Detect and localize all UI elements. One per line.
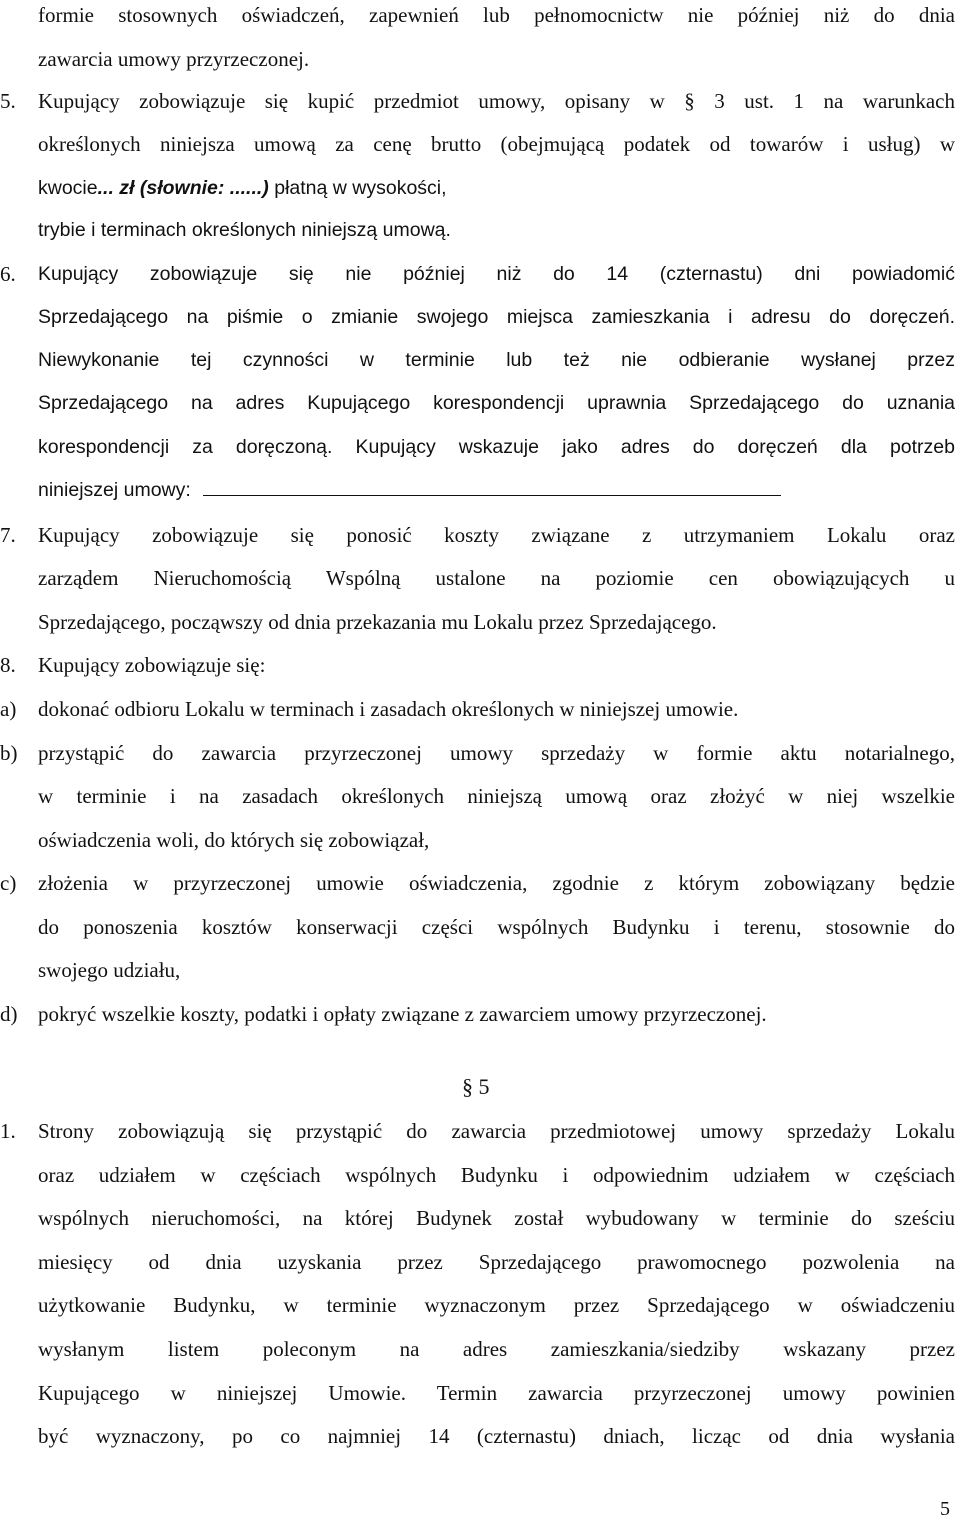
paragraph-text: Kupujący zobowiązuje się nie później niż do 14 (czternastu) dni powiadomić [38,263,955,285]
item-number: 1. [0,1119,16,1143]
paragraph-text: Sprzedającego na piśmie o zmianie swojego miejsca zamieszkania i adresu do doręczeń. [38,306,955,328]
item-number: 6. [0,262,16,286]
paragraph-text: dokonać odbioru Lokalu w terminach i zasadach określonych w niniejszej umowie. [38,697,739,721]
text-line [0,520,955,550]
paragraph-text: Niewykonanie tej czynności w terminie lub też nie odbieranie wysłanej przez [38,349,955,371]
text-line [0,1160,955,1190]
item-letter: d) [0,1002,18,1026]
paragraph-text: miesięcy od dnia uzyskania przez Sprzedającego prawomocnego pozwolenia na [38,1250,955,1274]
paragraph-text: zawarcia umowy przyrzeczonej. [38,47,310,71]
paragraph-text: określonych niniejsza umową za cenę brutto (obejmującą podatek od towarów i usług) w [38,132,955,156]
paragraph-text: wspólnych nieruchomości, na której Budynek został wybudowany w terminie do sześciu [38,1206,955,1230]
item-number: 5. [0,89,16,113]
text-line [0,44,955,74]
paragraph-text: Kupujący zobowiązuje się kupić przedmiot umowy, opisany w § 3 ust. 1 na warunkach [38,89,955,113]
text-line [0,607,955,637]
address-line [38,475,955,505]
text-line [0,1116,955,1146]
item-letter: b) [0,741,18,765]
text-line [0,955,955,985]
paragraph-text: wysłanym listem poleconym na adres zamieszkania/siedziby wskazany przez [38,1337,955,1361]
paragraph-text: Kupujący zobowiązuje się ponosić koszty związane z utrzymaniem Lokalu oraz [38,523,955,547]
text-line [0,694,955,724]
address-blank-field [203,477,781,496]
text-line [0,1334,955,1364]
paragraph-text: przystąpić do zawarcia przyrzeczonej umowy sprzedaży w formie aktu notarialnego, [38,741,955,765]
text-line [0,432,955,462]
paragraph-text: Sprzedającego na adres Kupującego korespondencji uprawnia Sprzedającego do uznania [38,392,955,414]
text-line [0,1378,955,1408]
text-line [0,475,955,505]
paragraph-text: Strony zobowiązują się przystąpić do zawarcia przedmiotowej umowy sprzedaży Lokalu [38,1119,955,1143]
text-line [0,738,955,768]
paragraph-text: Kupującego w niniejszej Umowie. Termin zawarcia przyrzeczonej umowy powinien [38,1381,955,1405]
section-heading: § 5 [462,1074,490,1099]
text-line [0,868,955,898]
paragraph-text: pokryć wszelkie koszty, podatki i opłaty związane z zawarciem umowy przyrzeczonej. [38,1002,767,1026]
text-line [0,129,955,159]
paragraph-text: swojego udziału, [38,958,181,982]
text-line [0,0,955,30]
paragraph-text: w terminie i na zasadach określonych niniejszą umową oraz złożyć w niej wszelkie [38,784,955,808]
item-number: 8. [0,653,16,677]
paragraph-text: zarządem Nieruchomością Wspólną ustalone na poziomie cen obowiązujących u [38,566,955,590]
paragraph-text: oraz udziałem w częściach wspólnych Budynku i odpowiednim udziałem w częściach [38,1163,955,1187]
paragraph-text: użytkowanie Budynku, w terminie wyznaczonym przez Sprzedającego w oświadczeniu [38,1293,955,1317]
text-line [0,259,955,289]
text-line [0,172,955,202]
address-label: niniejszej umowy: [38,479,191,501]
text-line [0,302,955,332]
paragraph-text: do ponoszenia kosztów konserwacji części wspólnych Budynku i terenu, stosownie do [38,915,955,939]
paragraph-text: oświadczenia woli, do których się zobowiązał, [38,828,430,852]
price-label: kwocie [38,177,98,199]
text-line [0,1203,955,1233]
text-line [0,825,955,855]
text-line [0,1421,955,1451]
paragraph-text: złożenia w przyrzeczonej umowie oświadczenia, zgodnie z którym zobowiązany będzie [38,871,955,895]
paragraph-text: trybie i terminach określonych niniejszą umową. [38,219,451,241]
page-number: 5 [940,1498,950,1520]
price-terms: płatną w wysokości, [274,177,447,199]
item-letter: a) [0,697,17,721]
price-placeholder: ... zł (słownie: ... [97,177,247,199]
price-words-end: ...) [246,177,275,199]
text-line [0,650,955,680]
paragraph-text: korespondencji za doręczoną. Kupujący wskazuje jako adres do doręczeń dla potrzeb [38,436,955,458]
paragraph-text: Sprzedającego, począwszy od dnia przekazania mu Lokalu przez Sprzedającego. [38,610,717,634]
price-line [38,172,955,203]
text-line [0,215,955,245]
text-line [0,781,955,811]
paragraph-text: formie stosownych oświadczeń, zapewnień lub pełnomocnictw nie później niż do dnia [38,3,955,27]
text-line [0,999,955,1029]
text-line [0,388,955,418]
item-letter: c) [0,871,17,895]
item-number: 7. [0,523,16,547]
text-line [0,1290,955,1320]
paragraph-text: Kupujący zobowiązuje się: [38,653,266,677]
text-line [0,563,955,593]
paragraph-text: być wyznaczony, po co najmniej 14 (czternastu) dniach, licząc od dnia wysłania [38,1424,955,1448]
text-line [0,86,955,116]
text-line [0,345,955,375]
text-line [0,1247,955,1277]
text-line [0,912,955,942]
